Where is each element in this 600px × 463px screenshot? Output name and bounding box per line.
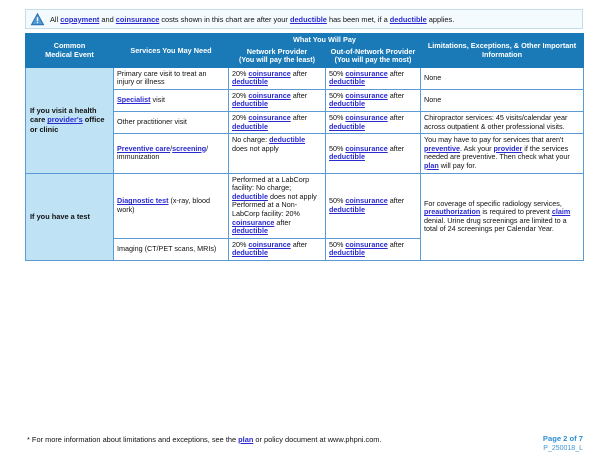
text-run: For coverage of specific radiology services, <box>424 198 562 208</box>
glossary-link[interactable]: preventive <box>424 143 460 153</box>
text-run: . Ask your <box>459 143 494 153</box>
text-run: If you visit a health care <box>30 105 97 125</box>
text-run: after <box>290 90 308 100</box>
text-run: denial. Urine drug screenings are limited to a total of 24 screenings per Calendar Year. <box>424 215 567 234</box>
text-run: has been met, if a <box>326 14 390 24</box>
glossary-link[interactable]: deductible <box>269 135 306 145</box>
glossary-link[interactable]: coinsurance <box>248 112 291 122</box>
glossary-link[interactable]: coinsurance <box>345 143 388 153</box>
text-run: applies. <box>426 14 455 24</box>
glossary-link[interactable]: Preventive care <box>117 143 171 153</box>
text-run: office or clinic <box>30 115 105 134</box>
text-run: after <box>387 239 405 249</box>
text-run: If you have a test <box>30 211 90 221</box>
text-run: 50% <box>329 112 346 122</box>
text-run: 20% <box>232 112 249 122</box>
glossary-link[interactable]: plan <box>238 435 254 444</box>
footer-note <box>27 435 382 445</box>
text-run: after <box>290 68 308 78</box>
text-run: (x-ray, blood work) <box>117 196 210 214</box>
text-run: You may have to pay for services that aren't <box>424 135 564 145</box>
text-run: 20% <box>232 90 249 100</box>
cell-network-provider-cost <box>229 238 326 260</box>
glossary-link[interactable]: deductible <box>232 121 268 131</box>
cell-network-provider-cost <box>229 89 326 111</box>
text-run: will pay for. <box>438 160 477 170</box>
glossary-link[interactable]: deductible <box>329 121 365 131</box>
table-row <box>26 173 584 238</box>
text-run: after <box>387 143 405 153</box>
text-run: does not apply Performed at a Non-LabCorp facility: 20% <box>232 191 317 218</box>
cell-service <box>114 173 229 238</box>
text-run: is required to prevent <box>480 207 552 217</box>
glossary-link[interactable]: provider <box>493 143 523 153</box>
text-run: / <box>170 143 173 153</box>
glossary-link[interactable]: deductible <box>329 99 365 109</box>
cell-limitations <box>421 111 584 133</box>
cell-common-medical-event <box>26 67 114 173</box>
text-run: 50% <box>329 90 346 100</box>
glossary-link[interactable]: coinsurance <box>345 68 388 78</box>
text-run: does not apply <box>232 143 279 153</box>
glossary-link[interactable]: deductible <box>232 77 268 87</box>
header-services-you-may-need: Services You May Need <box>114 34 229 68</box>
text-run: All <box>50 14 61 24</box>
deductible-notice-text <box>50 15 454 24</box>
glossary-link[interactable]: deductible <box>232 99 268 109</box>
text-run: after <box>290 239 308 249</box>
cell-out-of-network-cost <box>326 238 421 260</box>
cell-out-of-network-cost <box>326 111 421 133</box>
glossary-link[interactable]: coinsurance <box>345 196 388 206</box>
cell-limitations <box>421 134 584 173</box>
glossary-link[interactable]: deductible <box>329 152 365 162</box>
header-limitations: Limitations, Exceptions, & Other Important Information <box>421 34 584 68</box>
text-run: 50% <box>329 239 346 249</box>
text-run: after <box>290 112 308 122</box>
glossary-link[interactable]: deductible <box>329 204 365 214</box>
table-header <box>26 34 584 68</box>
text-run: Performed at a LabCorp facility: No charge; <box>232 174 310 193</box>
header-out-of-network-provider <box>326 46 421 67</box>
text-run: * For more information about limitations and exceptions, see the <box>27 435 239 444</box>
cell-service <box>114 134 229 173</box>
cell-out-of-network-cost <box>326 134 421 173</box>
header-cme-line2: Medical Event <box>45 50 94 60</box>
glossary-link[interactable]: copayment <box>60 14 100 24</box>
cell-network-provider-cost <box>229 134 326 173</box>
header-out-of-network-title: Out-of-Network Provider <box>330 47 416 57</box>
text-run: Other practitioner visit <box>117 117 187 127</box>
header-network-provider-sub: (You will pay the least) <box>239 56 315 65</box>
glossary-link[interactable]: deductible <box>329 248 365 258</box>
glossary-link[interactable]: coinsurance <box>345 239 388 249</box>
benefits-table <box>25 33 584 261</box>
table-header-row-1 <box>26 34 584 46</box>
text-run: after <box>274 217 291 227</box>
cell-service <box>114 67 229 89</box>
text-run: Primary care visit to treat an injury or illness <box>117 68 207 87</box>
text-run: 20% <box>232 68 249 78</box>
glossary-link[interactable]: deductible <box>232 226 268 236</box>
cell-out-of-network-cost <box>326 67 421 89</box>
text-run: after <box>387 68 405 78</box>
glossary-link[interactable]: coinsurance <box>345 90 388 100</box>
cell-common-medical-event <box>26 173 114 260</box>
glossary-link[interactable]: claim <box>551 207 571 217</box>
cell-service <box>114 111 229 133</box>
glossary-link[interactable]: deductible <box>232 191 268 201</box>
cell-service <box>114 238 229 260</box>
document-code: P_250018_L <box>543 445 583 452</box>
text-run: None <box>424 95 442 105</box>
text-run: Imaging (CT/PET scans, MRIs) <box>117 244 217 253</box>
text-run: costs shown in this chart are after your <box>159 14 290 24</box>
text-run: 20% <box>232 239 249 249</box>
cell-network-provider-cost <box>229 173 326 238</box>
glossary-link[interactable]: screening <box>172 143 207 153</box>
text-run: Chiropractor services: 45 visits/calendar year across outpatient & other professional visits. <box>424 112 568 131</box>
header-network-provider-title: Network Provider <box>246 47 308 57</box>
warning-triangle-icon <box>30 12 45 26</box>
cell-limitations <box>421 173 584 260</box>
text-run: if the services needed are preventive. Then check what your <box>424 143 570 162</box>
glossary-link[interactable]: deductible <box>389 14 427 24</box>
glossary-link[interactable]: deductible <box>329 77 365 87</box>
page-number-block <box>543 434 583 454</box>
glossary-link[interactable]: Specialist <box>117 95 151 105</box>
text-run: 50% <box>329 143 346 153</box>
glossary-link[interactable]: coinsurance <box>345 112 388 122</box>
glossary-link[interactable]: coinsurance <box>248 90 291 100</box>
text-run: 50% <box>329 196 346 206</box>
cell-network-provider-cost <box>229 111 326 133</box>
glossary-link[interactable]: deductible <box>289 14 327 24</box>
header-out-of-network-sub: (You will pay the most) <box>334 56 412 65</box>
glossary-link[interactable]: Diagnostic test <box>117 196 169 206</box>
cell-service <box>114 89 229 111</box>
header-network-provider <box>229 46 326 67</box>
text-run: and <box>99 14 116 24</box>
text-run: / immunization <box>117 143 209 162</box>
table-body <box>26 67 584 260</box>
glossary-link[interactable]: coinsurance <box>115 14 160 24</box>
cell-limitations <box>421 89 584 111</box>
text-run: after <box>387 90 405 100</box>
table-row <box>26 67 584 89</box>
cell-out-of-network-cost <box>326 89 421 111</box>
header-what-you-will-pay: What You Will Pay <box>229 34 421 46</box>
deductible-notice-banner <box>25 9 583 29</box>
glossary-link[interactable]: coinsurance <box>232 217 275 227</box>
glossary-link[interactable]: plan <box>424 160 439 170</box>
text-run: visit <box>150 95 165 105</box>
header-cme-line1: Common <box>53 41 86 51</box>
glossary-link[interactable]: coinsurance <box>248 68 291 78</box>
text-run: after <box>387 112 405 122</box>
header-common-medical-event <box>26 34 114 68</box>
text-run: None <box>424 72 442 82</box>
text-run: No charge: <box>232 135 270 145</box>
cell-out-of-network-cost <box>326 173 421 238</box>
cell-network-provider-cost <box>229 67 326 89</box>
text-run: or policy document at www.phpni.com. <box>253 435 382 444</box>
glossary-link[interactable]: provider's <box>47 115 83 125</box>
page-number-label: Page 2 of 7 <box>542 434 583 443</box>
glossary-link[interactable]: coinsurance <box>248 239 291 249</box>
text-run: after <box>387 196 405 206</box>
cell-limitations <box>421 67 584 89</box>
text-run: 50% <box>329 68 346 78</box>
glossary-link[interactable]: deductible <box>232 248 268 258</box>
glossary-link[interactable]: preauthorization <box>424 207 481 217</box>
